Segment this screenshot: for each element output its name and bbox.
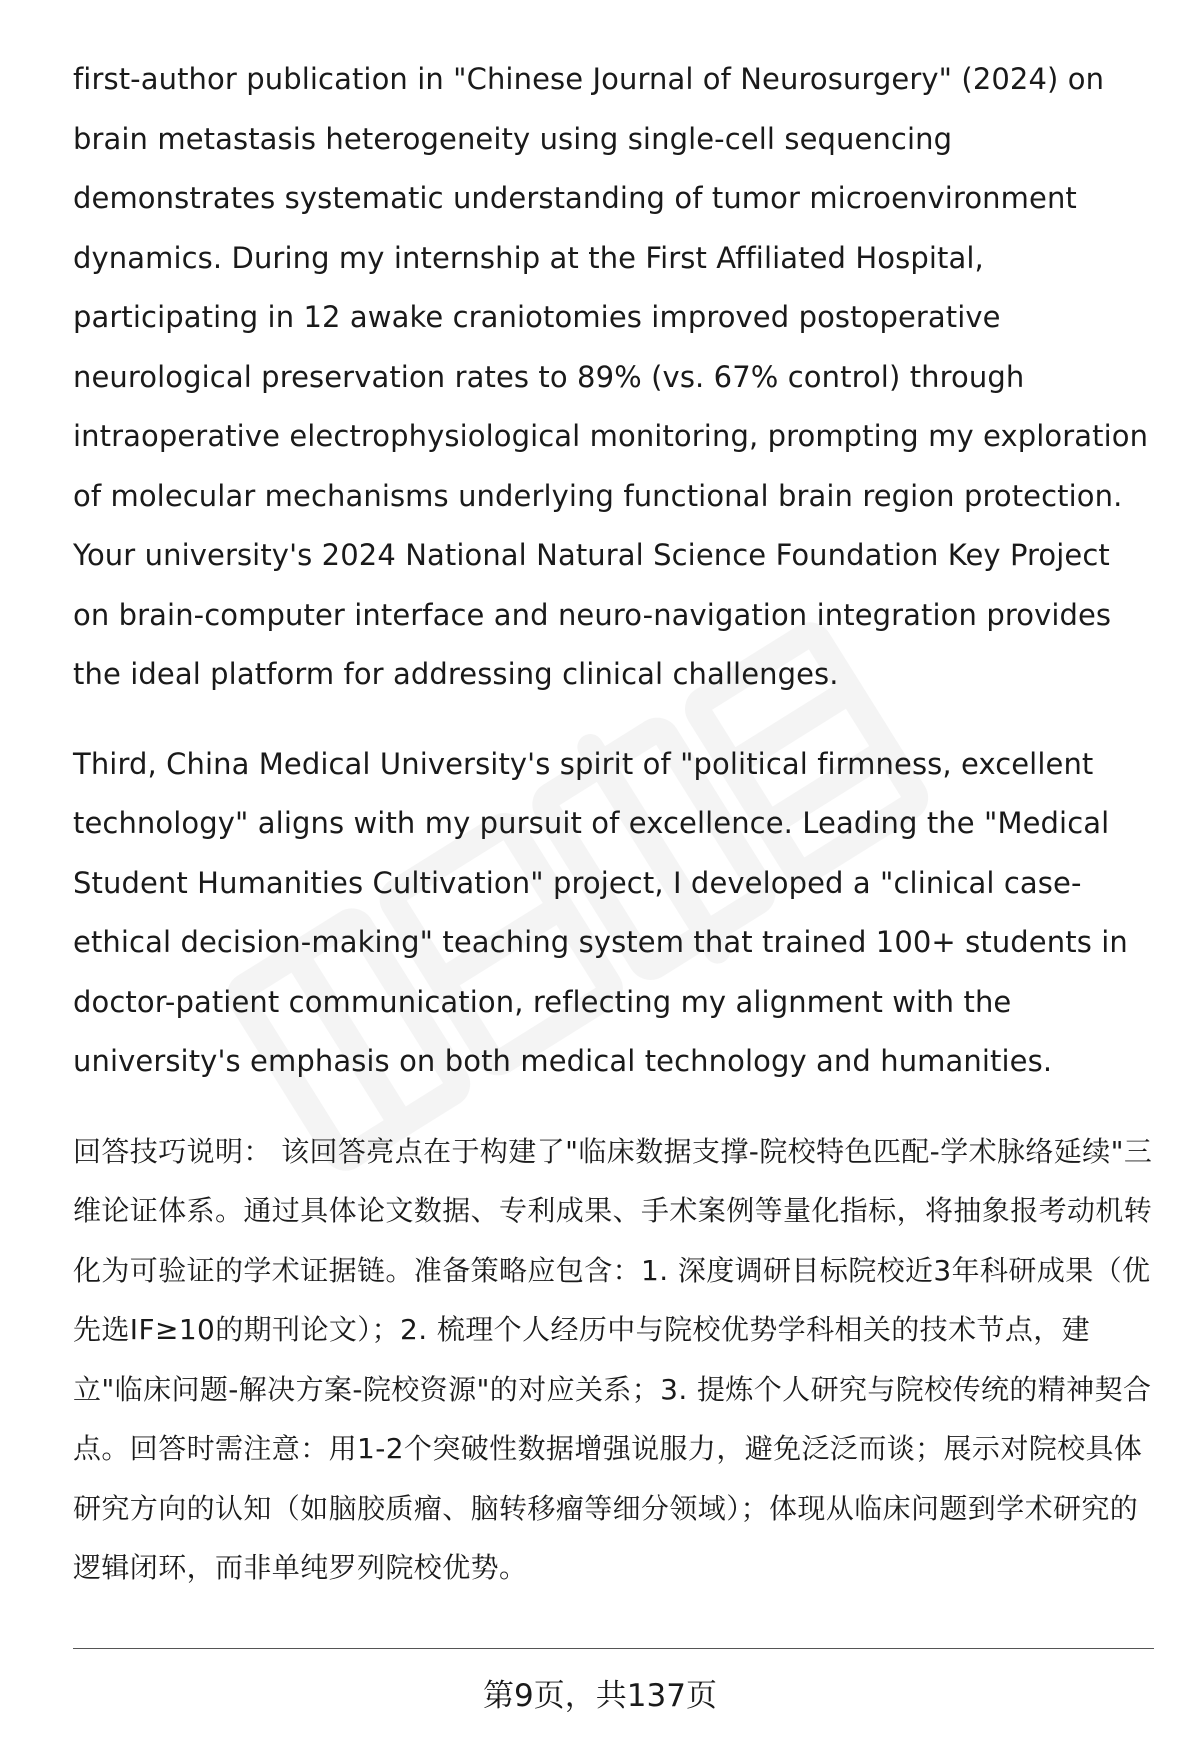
page-number: 第9页，共137页 (483, 1678, 717, 1714)
footer-divider (73, 1648, 1154, 1649)
answer-tips-paragraph: 回答技巧说明： 该回答亮点在于构建了"临床数据支撑-院校特色匹配-学术脉络延续"三维论证体系。通过具体论文数据、专利成果、手术案例等量化指标，将抽象报考动机转化为可验证的学术证据链。准备策略应包含：1. 深度调研目标院校近3年科研成果（优先选IF≥10的期刊论文）；2. 梳理个人经历中与院校优势学科相关的技术节点，建立"临床问题-解决方案-院校资源"的对应关系；3. 提炼个人研究与院校传统的精神契合点。回答时需注意：用1-2个突破性数据增强说服力，避免泛泛而谈；展示对院校具体研究方向的认知（如脑胶质瘤、脑转移瘤等细分领域）；体现从临床问题到学术研究的逻辑闭环，而非单纯罗列院校优势。 (73, 1134, 1153, 1584)
page-body (73, 50, 1153, 1598)
body-paragraph: first-author publication in "Chinese Journal of Neurosurgery" (2024) on brain metastasis heterogeneity using single-cell sequencing demonstrates systematic understanding of tumor microenvironment dynamics. During my internship at the First Affiliated Hospital, participating in 12 awake craniotomies improved postoperative neurological preservation rates to 89% (vs. 67% control) through intraoperative electrophysiological monitoring, prompting my exploration of molecular mechanisms underlying functional brain region protection. Your university's 2024 National Natural Science Foundation Key Project on brain-computer interface and neuro-navigation integration provides the ideal platform for addressing clinical challenges. (73, 62, 1149, 691)
body-paragraph: Third, China Medical University's spirit of "political firmness, excellent technology" aligns with my pursuit of excellence. Leading the "Medical Student Humanities Cultivation" project, I developed a "clinical case-ethical decision-making" teaching system that trained 100+ students in doctor-patient communication, reflecting my alignment with the university's emphasis on both medical technology and humanities. (73, 746, 1128, 1078)
